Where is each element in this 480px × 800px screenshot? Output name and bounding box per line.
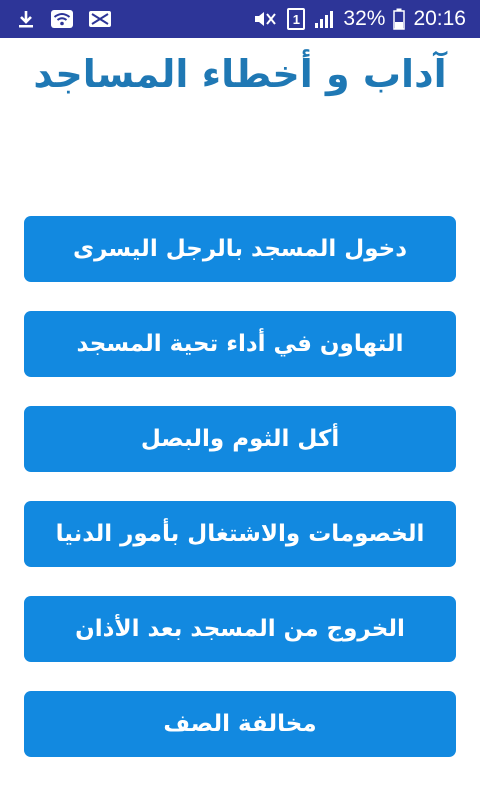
clock: 20:16: [413, 7, 466, 30]
page-title: آداب و أخطاء المساجد: [33, 52, 447, 96]
download-icon: [16, 9, 36, 29]
topic-button-left-foot-entry[interactable]: دخول المسجد بالرجل اليسرى: [24, 216, 456, 282]
topic-button-garlic-onion[interactable]: أكل الثوم والبصل: [24, 406, 456, 472]
signal-icon: [313, 9, 335, 29]
mail-icon: [88, 10, 112, 28]
topic-button-row-violation[interactable]: مخالفة الصف: [24, 691, 456, 757]
wifi-icon: [50, 9, 74, 29]
status-bar-right: [245, 7, 466, 31]
battery-icon: [393, 8, 405, 30]
topic-button-leaving-after-adhan[interactable]: الخروج من المسجد بعد الأذان: [24, 596, 456, 662]
mute-icon: [253, 9, 279, 29]
status-bar-left: [16, 9, 126, 29]
topic-list[interactable]: [0, 200, 480, 737]
sim-label: 1: [287, 8, 305, 30]
status-bar: [0, 0, 480, 38]
battery-percent: 32%: [343, 7, 386, 30]
topic-button-tahiyyat-masjid[interactable]: التهاون في أداء تحية المسجد: [24, 311, 456, 377]
topic-button-disputes-worldly[interactable]: الخصومات والاشتغال بأمور الدنيا: [24, 501, 456, 567]
sim-icon: [287, 8, 305, 30]
